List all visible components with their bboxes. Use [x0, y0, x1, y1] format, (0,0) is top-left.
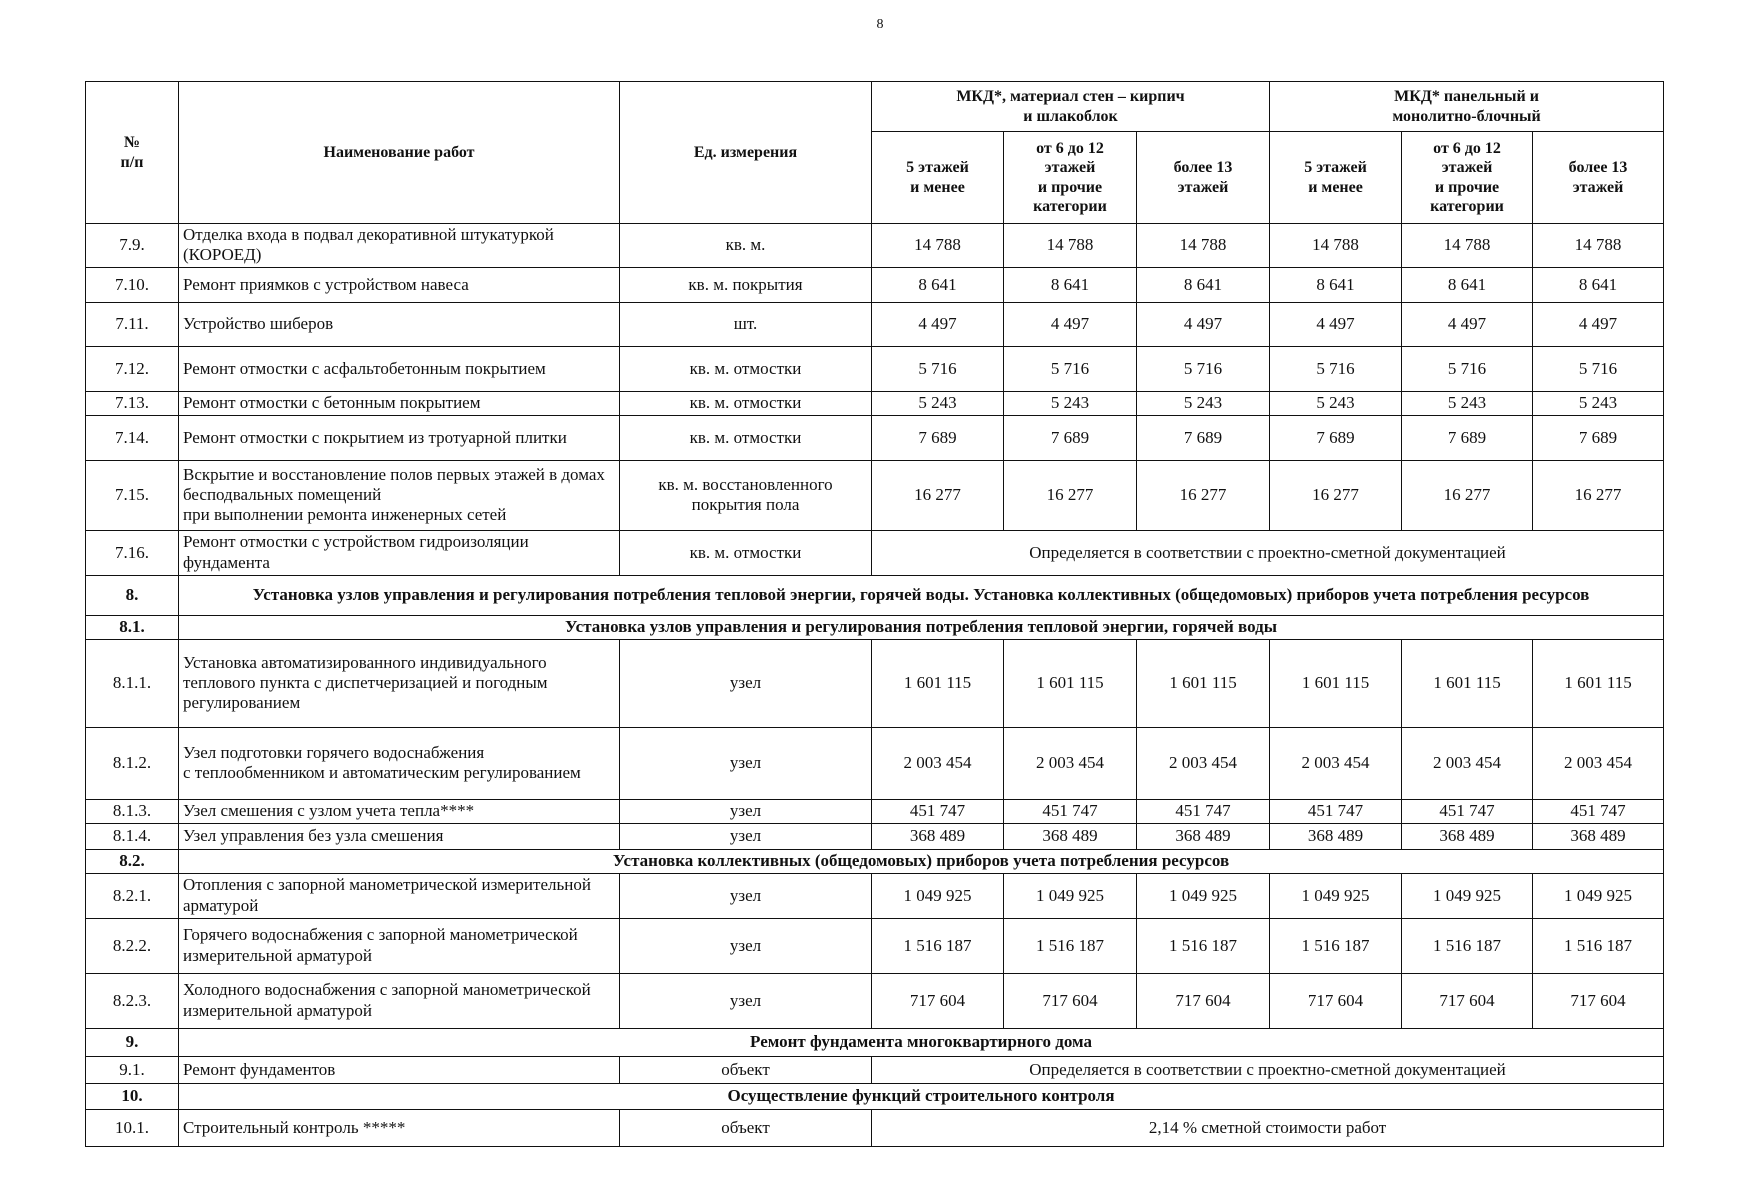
- table-row: [86, 224, 1664, 268]
- header-sub-5: от 6 до 12 этажей и прочие категории: [1402, 132, 1533, 224]
- row-number: 7.12.: [86, 346, 179, 391]
- price-cell: 8 641: [1137, 267, 1270, 302]
- header-group-panel: МКД* панельный и монолитно-блочный: [1270, 82, 1664, 132]
- unit-cell: кв. м.: [620, 224, 872, 268]
- table-row: [86, 302, 1664, 346]
- price-cell: 1 516 187: [1137, 918, 1270, 973]
- price-cell: 451 747: [1137, 799, 1270, 823]
- price-cell: 8 641: [872, 267, 1004, 302]
- page-number: 8: [876, 17, 884, 32]
- work-name: Ремонт отмостки с покрытием из тротуарной плитки: [179, 415, 620, 460]
- merged-value-cell: 2,14 % сметной стоимости работ: [872, 1109, 1664, 1146]
- unit-cell: объект: [620, 1109, 872, 1146]
- price-cell: 1 601 115: [1004, 639, 1137, 727]
- price-cell: 8 641: [1004, 267, 1137, 302]
- price-cell: 8 641: [1270, 267, 1402, 302]
- price-cell: 2 003 454: [1270, 727, 1402, 799]
- table-row: [86, 460, 1664, 530]
- unit-cell: узел: [620, 918, 872, 973]
- work-name: Отопления с запорной манометрической измерительной арматурой: [179, 873, 620, 918]
- section-title: Установка узлов управления и регулирования потребления тепловой энергии, горячей воды. Установка коллективных (общедомовых) приборов учета потребления ресурсов: [179, 575, 1664, 615]
- work-name: Установка автоматизированного индивидуального теплового пункта с диспетчеризацией и погодным регулированием: [179, 639, 620, 727]
- work-name: Холодного водоснабжения с запорной манометрической измерительной арматурой: [179, 973, 620, 1028]
- price-cell: 451 747: [1533, 799, 1664, 823]
- header-num: № п/п: [86, 82, 179, 224]
- price-cell: 1 516 187: [1402, 918, 1533, 973]
- price-cell: 1 516 187: [1270, 918, 1402, 973]
- row-number: 8.1.4.: [86, 823, 179, 849]
- price-cell: 16 277: [1533, 460, 1664, 530]
- price-cell: 14 788: [1402, 224, 1533, 268]
- price-cell: 8 641: [1533, 267, 1664, 302]
- row-number: 8.1.2.: [86, 727, 179, 799]
- price-cell: 2 003 454: [872, 727, 1004, 799]
- price-cell: 7 689: [1137, 415, 1270, 460]
- price-cell: 5 716: [1533, 346, 1664, 391]
- price-cell: 1 601 115: [1270, 639, 1402, 727]
- unit-cell: кв. м. отмостки: [620, 415, 872, 460]
- price-cell: 368 489: [1533, 823, 1664, 849]
- table-row: [86, 391, 1664, 415]
- price-cell: 8 641: [1402, 267, 1533, 302]
- row-number: 8.: [86, 575, 179, 615]
- table-row: [86, 727, 1664, 799]
- work-name: Отделка входа в подвал декоративной штукатуркой (КОРОЕД): [179, 224, 620, 268]
- unit-cell: узел: [620, 799, 872, 823]
- row-number: 9.1.: [86, 1056, 179, 1083]
- work-name: Строительный контроль *****: [179, 1109, 620, 1146]
- price-cell: 2 003 454: [1533, 727, 1664, 799]
- section-row: [86, 849, 1664, 873]
- price-cell: 16 277: [1402, 460, 1533, 530]
- header-name: Наименование работ: [179, 82, 620, 224]
- price-cell: 5 243: [1137, 391, 1270, 415]
- work-name: Ремонт приямков с устройством навеса: [179, 267, 620, 302]
- price-cell: 14 788: [1533, 224, 1664, 268]
- row-number: 8.2.1.: [86, 873, 179, 918]
- unit-cell: шт.: [620, 302, 872, 346]
- price-cell: 1 601 115: [1533, 639, 1664, 727]
- work-name: Ремонт отмостки с устройством гидроизоляции фундамента: [179, 530, 620, 575]
- merged-value-cell: Определяется в соответствии с проектно-сметной документацией: [872, 530, 1664, 575]
- price-cell: 16 277: [1270, 460, 1402, 530]
- price-cell: 1 516 187: [872, 918, 1004, 973]
- merged-value-cell: Определяется в соответствии с проектно-сметной документацией: [872, 1056, 1664, 1083]
- unit-cell: кв. м. восстановленного покрытия пола: [620, 460, 872, 530]
- price-cell: 717 604: [1004, 973, 1137, 1028]
- price-cell: 1 049 925: [872, 873, 1004, 918]
- price-cell: 4 497: [1402, 302, 1533, 346]
- row-number: 7.15.: [86, 460, 179, 530]
- row-number: 8.1.1.: [86, 639, 179, 727]
- work-name: Узел управления без узла смешения: [179, 823, 620, 849]
- price-cell: 717 604: [1402, 973, 1533, 1028]
- price-cell: 14 788: [872, 224, 1004, 268]
- header-sub-4: 5 этажей и менее: [1270, 132, 1402, 224]
- price-cell: 5 243: [1270, 391, 1402, 415]
- section-row: [86, 575, 1664, 615]
- price-cell: 451 747: [1004, 799, 1137, 823]
- price-cell: 368 489: [1270, 823, 1402, 849]
- work-name: Узел подготовки горячего водоснабжения с теплообменником и автоматическим регулированием: [179, 727, 620, 799]
- price-cell: 7 689: [872, 415, 1004, 460]
- table-row: [86, 1109, 1664, 1146]
- section-title: Установка узлов управления и регулирования потребления тепловой энергии, горячей воды: [179, 615, 1664, 639]
- price-cell: 7 689: [1533, 415, 1664, 460]
- price-cell: 368 489: [872, 823, 1004, 849]
- price-cell: 5 716: [1137, 346, 1270, 391]
- unit-cell: узел: [620, 973, 872, 1028]
- price-cell: 16 277: [1137, 460, 1270, 530]
- price-cell: 1 049 925: [1402, 873, 1533, 918]
- row-number: 7.11.: [86, 302, 179, 346]
- table-row: [86, 1056, 1664, 1083]
- price-cell: 5 716: [1270, 346, 1402, 391]
- table-body: [86, 224, 1664, 1147]
- row-number: 7.13.: [86, 391, 179, 415]
- price-cell: 451 747: [872, 799, 1004, 823]
- table-header: [86, 82, 1664, 224]
- header-group-brick: МКД*, материал стен – кирпич и шлакоблок: [872, 82, 1270, 132]
- unit-cell: кв. м. отмостки: [620, 391, 872, 415]
- price-cell: 1 516 187: [1004, 918, 1137, 973]
- price-cell: 2 003 454: [1137, 727, 1270, 799]
- price-cell: 4 497: [1137, 302, 1270, 346]
- price-cell: 1 601 115: [1402, 639, 1533, 727]
- price-cell: 4 497: [1533, 302, 1664, 346]
- price-cell: 16 277: [1004, 460, 1137, 530]
- section-row: [86, 1083, 1664, 1109]
- price-cell: 1 049 925: [1137, 873, 1270, 918]
- header-sub-2: от 6 до 12 этажей и прочие категории: [1004, 132, 1137, 224]
- work-name: Ремонт отмостки с асфальтобетонным покрытием: [179, 346, 620, 391]
- header-sub-3: более 13 этажей: [1137, 132, 1270, 224]
- price-cell: 368 489: [1402, 823, 1533, 849]
- price-cell: 5 243: [872, 391, 1004, 415]
- unit-cell: узел: [620, 727, 872, 799]
- section-title: Ремонт фундамента многоквартирного дома: [179, 1028, 1664, 1056]
- work-name: Ремонт фундаментов: [179, 1056, 620, 1083]
- price-cell: 4 497: [872, 302, 1004, 346]
- table-row: [86, 973, 1664, 1028]
- row-number: 9.: [86, 1028, 179, 1056]
- unit-cell: узел: [620, 873, 872, 918]
- price-cell: 368 489: [1137, 823, 1270, 849]
- header-sub-6: более 13 этажей: [1533, 132, 1664, 224]
- price-cell: 1 049 925: [1004, 873, 1137, 918]
- unit-cell: кв. м. отмостки: [620, 530, 872, 575]
- table-row: [86, 639, 1664, 727]
- work-name: Устройство шиберов: [179, 302, 620, 346]
- price-cell: 1 601 115: [872, 639, 1004, 727]
- work-name: Вскрытие и восстановление полов первых этажей в домах бесподвальных помещений при выполнении ремонта инженерных сетей: [179, 460, 620, 530]
- row-number: 8.1.: [86, 615, 179, 639]
- price-cell: 7 689: [1004, 415, 1137, 460]
- table-row: [86, 267, 1664, 302]
- row-number: 7.16.: [86, 530, 179, 575]
- row-number: 7.10.: [86, 267, 179, 302]
- price-cell: 16 277: [872, 460, 1004, 530]
- price-cell: 7 689: [1402, 415, 1533, 460]
- table-row: [86, 415, 1664, 460]
- work-name: Узел смешения с узлом учета тепла****: [179, 799, 620, 823]
- price-cell: 717 604: [1270, 973, 1402, 1028]
- work-name: Горячего водоснабжения с запорной манометрической измерительной арматурой: [179, 918, 620, 973]
- price-cell: 2 003 454: [1004, 727, 1137, 799]
- price-cell: 5 716: [872, 346, 1004, 391]
- row-number: 8.2.3.: [86, 973, 179, 1028]
- unit-cell: кв. м. покрытия: [620, 267, 872, 302]
- unit-cell: узел: [620, 823, 872, 849]
- price-cell: 14 788: [1004, 224, 1137, 268]
- price-cell: 5 243: [1402, 391, 1533, 415]
- table-row: [86, 346, 1664, 391]
- row-number: 8.1.3.: [86, 799, 179, 823]
- unit-cell: узел: [620, 639, 872, 727]
- price-cell: 451 747: [1402, 799, 1533, 823]
- header-sub-1: 5 этажей и менее: [872, 132, 1004, 224]
- table-row: [86, 799, 1664, 823]
- price-cell: 5 243: [1004, 391, 1137, 415]
- row-number: 7.9.: [86, 224, 179, 268]
- price-cell: 5 716: [1402, 346, 1533, 391]
- price-cell: 4 497: [1270, 302, 1402, 346]
- price-cell: 368 489: [1004, 823, 1137, 849]
- row-number: 8.2.: [86, 849, 179, 873]
- section-row: [86, 615, 1664, 639]
- table-row: [86, 873, 1664, 918]
- price-cell: 451 747: [1270, 799, 1402, 823]
- table-row: [86, 530, 1664, 575]
- works-table: [85, 81, 1664, 1147]
- price-cell: 1 049 925: [1270, 873, 1402, 918]
- unit-cell: объект: [620, 1056, 872, 1083]
- row-number: 7.14.: [86, 415, 179, 460]
- price-cell: 1 049 925: [1533, 873, 1664, 918]
- table-row: [86, 823, 1664, 849]
- section-row: [86, 1028, 1664, 1056]
- price-cell: 2 003 454: [1402, 727, 1533, 799]
- header-unit: Ед. измерения: [620, 82, 872, 224]
- price-cell: 7 689: [1270, 415, 1402, 460]
- section-title: Осуществление функций строительного контроля: [179, 1083, 1664, 1109]
- unit-cell: кв. м. отмостки: [620, 346, 872, 391]
- price-cell: 1 601 115: [1137, 639, 1270, 727]
- work-name: Ремонт отмостки с бетонным покрытием: [179, 391, 620, 415]
- price-cell: 5 243: [1533, 391, 1664, 415]
- price-cell: 14 788: [1137, 224, 1270, 268]
- price-cell: 717 604: [872, 973, 1004, 1028]
- price-cell: 717 604: [1533, 973, 1664, 1028]
- price-cell: 4 497: [1004, 302, 1137, 346]
- row-number: 10.1.: [86, 1109, 179, 1146]
- price-cell: 717 604: [1137, 973, 1270, 1028]
- row-number: 10.: [86, 1083, 179, 1109]
- row-number: 8.2.2.: [86, 918, 179, 973]
- price-cell: 14 788: [1270, 224, 1402, 268]
- price-cell: 1 516 187: [1533, 918, 1664, 973]
- section-title: Установка коллективных (общедомовых) приборов учета потребления ресурсов: [179, 849, 1664, 873]
- table-row: [86, 918, 1664, 973]
- price-cell: 5 716: [1004, 346, 1137, 391]
